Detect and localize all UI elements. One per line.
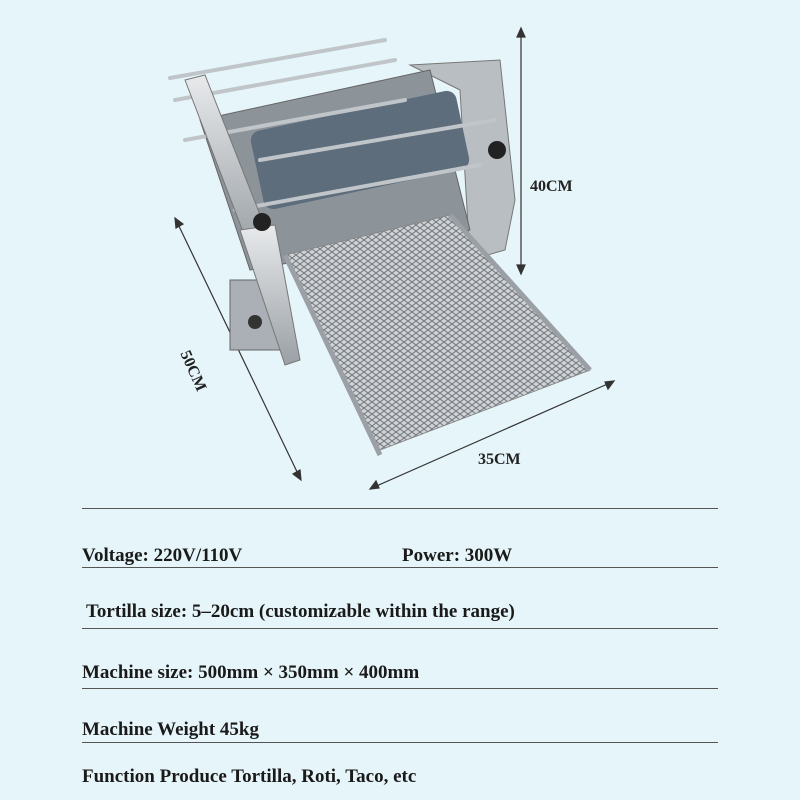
underline: [82, 742, 718, 743]
underline: [82, 628, 718, 629]
divider: [82, 508, 718, 509]
spec-function: Function Produce Tortilla, Roti, Taco, etc: [82, 766, 417, 787]
machine-body: [170, 40, 590, 455]
underline: [82, 567, 718, 568]
length-dimension-label: 50CM: [176, 348, 210, 394]
spec-power: Power: 300W: [402, 545, 513, 566]
spec-machine-size: Machine size: 500mm × 350mm × 400mm: [82, 662, 420, 683]
width-dimension-label: 35CM: [478, 451, 521, 468]
spec-voltage: Voltage: 220V/110V: [82, 545, 243, 566]
underline: [82, 688, 718, 689]
spec-tortilla-size: Tortilla size: 5–20cm (customizable within the range): [86, 601, 515, 622]
spec-weight: Machine Weight 45kg: [82, 719, 259, 740]
height-dimension-label: 40CM: [530, 178, 573, 195]
